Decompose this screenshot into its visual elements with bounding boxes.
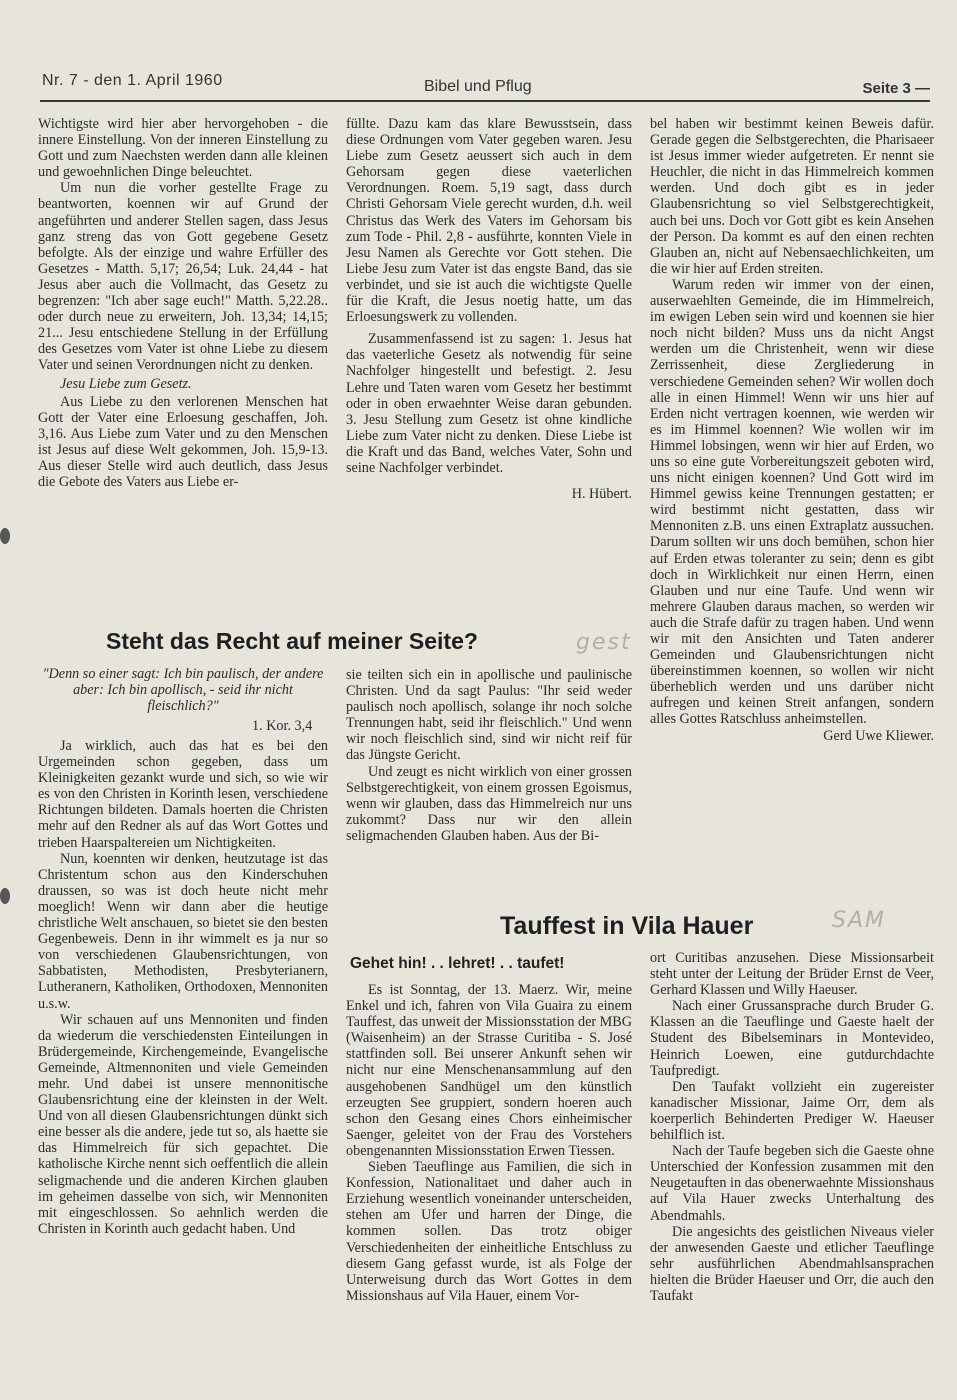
paragraph: Nach einer Grussansprache durch Bruder G. Klassen an die Taeuflinge und Gaeste haelt der Student des Bibelseminars in Montevideo, Heinrich Loewen, eine gutdurchdachte Taufpredigt. <box>650 998 934 1079</box>
article2-column-3 <box>650 116 934 744</box>
author-signature: H. Hübert. <box>571 486 632 503</box>
binding-hole <box>0 528 10 544</box>
binding-hole <box>0 888 10 904</box>
paragraph: Um nun die vorher gestellte Frage zu beantworten, koennen wir auf Grund der angeführten und anderer Stellen sagen, dass Jesus ganz streng das von Gott gegebene Gesetz befolgte. Als der einzige und wahre Erfüller des Gesetzes - Matth. 5,17; 26,54; Luk. 24,44 - hat Jesus aber auch die Vollmacht, das Gesetz zu begrenzen: "Ich aber sage euch!" Matth. 5,22.28.. oder durch neue zu erweitern, Joh. 13,34; 14,15; 21... Jesu entschiedene Stellung in der Erfüllung des Gesetzes vom Vater ist ohne Liebe zu diesem Vater und seinen Verordnungen nicht zu denken. <box>38 180 328 374</box>
article-subtitle: Gehet hin! . . lehret! . . taufet! <box>350 955 565 972</box>
page-header <box>40 66 930 100</box>
issue-date: Nr. 7 - den 1. April 1960 <box>42 72 223 89</box>
article3-column-3 <box>650 950 934 1304</box>
paragraph: Den Taufakt vollzieht ein zugereister kanadischer Missionar, Jaime Orr, dem als koerperlich Behinderten Prediger W. Haeuser behilflich ist. <box>650 1078 934 1144</box>
author-signature: Gerd Uwe Kliewer. <box>823 727 934 744</box>
paragraph: Zusammenfassend ist zu sagen: 1. Jesus hat das vaeterliche Gesetz als notwendig für seine Nachfolger hingestellt und befestigt. 2. Jesu Lehre und Taten waren vom Gesetz her bestimmt oder in oben erwaehnter Weise daran gebunden. 3. Jesu Stellung zum Gesetz ist ohne kindliche Liebe zum Vater nicht zu denken. Diese Liebe ist die Kraft und das Band, welches Vater, Sohn und seine Nachfolger verbindet. <box>346 331 632 476</box>
newspaper-title: Bibel und Pflug <box>424 78 532 95</box>
paragraph: Wir schauen auf uns Mennoniten und finden da wiederum die verschiedensten Einteilungen in Brüdergemeinde, Kirchengemeinde, Evangelische Gemeinde, Altmennoniten und viele Gemeinden mehr. Und dabei ist unsere mennonitische Glaubensrichtung eine der kleinsten in der Welt. Und von all diesen Glaubensrichtungen dünkt sich eine besser als die andere, jede tut so, als haette sie das Himmelreich für sich gepachtet. Die katholische Kirche nennt sich oeffentlich die allein seligmachende und die anderen Kirchen glauben im geheimen dasselbe von sich, wir Mennoniten mit eingeschlossen. So aehnlich werden die Christen in Korinth auch gedacht haben. Und <box>38 1011 328 1237</box>
paragraph: bel haben wir bestimmt keinen Beweis dafür. Gerade gegen die Selbstgerechten, die Pharisaeer ist Jesus immer wieder aufgetreten. Er nennt sie Heuchler, die nicht in das Himmelreich kommen werden. Und doch gibt es in jeder Glaubensrichtung so viel Selbstgerechtigkeit, auch bei uns. Doch vor Gott gibt es kein Ansehen der Person. Da kommt es auf den einen rechten Glauben an, nicht auf Nebensaechlichkeiten, um die wir hier auf Erden streiten. <box>650 116 934 277</box>
paragraph: Die angesichts des geistlichen Niveaus vieler der anwesenden Gaeste und etlicher Taeuflinge sehr ausführlichen Abendmahlsansprachen hielten die Brüder Haeuser und Orr, die auch den Taufakt <box>650 1223 934 1304</box>
header-rule <box>40 100 930 102</box>
article1-column-1 <box>38 116 328 490</box>
article3-column-2 <box>346 982 632 1304</box>
article-title: Steht das Recht auf meiner Seite? <box>106 628 478 654</box>
paragraph: Aus Liebe zu den verlorenen Menschen hat Gott der Vater eine Erloesung geschaffen, Joh. 3,16. Aus Liebe zum Vater und zu den Menschen ist Jesus auf diese Welt gekommen, Joh. 15,9-13. Aus dieser Stelle wird auch deutlich, dass Jesus die Gebote des Vaters aus Liebe er- <box>38 393 328 491</box>
article1-column-2 <box>346 116 632 502</box>
motto-reference: 1. Kor. 3,4 <box>252 718 313 734</box>
paragraph: füllte. Dazu kam das klare Bewusstsein, dass diese Ordnungen vom Vater gegeben waren. Jesu Liebe zum Gesetz aeussert sich auch in dem Gehorsam gegen diese vaeterlichen Verordnungen. Roem. 5,19 sagt, dass durch Christi Gehorsam Viele gerecht wurden, d.h. weil Christus das Werk des Vaters im Gehorsam bis zum Tode - Phil. 2,8 - ausführte, konnten Viele in Jesu Namen als Gerechte vor Gott stehen. Die Liebe Jesu zum Vater ist das engste Band, das sie verbindet, und sie ist auch die wichtigste Quelle für die Kraft, die Jesus noetig hatte, um das Erloesungswerk zu vollenden. <box>346 116 632 326</box>
paragraph: Nach der Taufe begeben sich die Gaeste ohne Unterschied der Konfession zusammen mit den Neugetauften in das obenerwaehnte Missionshaus auf Vila Hauer zwecks Unterhaltung des Abendmahls. <box>650 1143 934 1224</box>
article-title: Tauffest in Vila Hauer <box>500 912 754 940</box>
paragraph: Warum reden wir immer von der einen, auserwaehlten Gemeinde, die im Himmelreich, im ewigen Leben sein wird und koennen sie hier noch nicht bilden? Muss uns da nicht Angst werden um die Christenheit, wenn wir diese Zerrissenheit, diese Zergliederung in verschiedene Gemeinden sehen? Wir wollen doch alle in einen Himmel! Wenn wir uns hier auf Erden nicht vertragen koennen, wie werden wir es im Himmel koennen? Wie wollen wir im Himmel lobsingen, wenn wir hier auf Erden, wo uns so eine gute Vorbereitungszeit geboten wird, uns nicht einigen koennen? Und Gott wird im Himmel gewiss keine Trennungen gestatten; er wird bestimmt nicht gestatten, dass wir Mennoniten z.B. uns einen Extraplatz aussuchen. Darum sollten wir uns doch bemühen, schon hier auf Erden etwas toleranter zu sein; denn es gibt doch in Wirklichkeit nur einen Herrn, einen Glauben und nur eine Taufe. Und wenn wir mehrere Glauben daraus machen, so werden wir auch die Strafe dafür zu tragen haben. Und wenn wir mit den Ansichten und Taten anderer Gemeinden und Glaubensrichtungen nicht übereinstimmen koennen, so wollen wir nicht überheblich werden und uns darüber nicht aufregen und keinen Streit anfangen, sondern alles Gottes Ratschluss anheimstellen. <box>650 276 934 728</box>
paragraph: Es ist Sonntag, der 13. Maerz. Wir, meine Enkel und ich, fahren von Vila Guaira zu einem Tauffest, das unweit der Missionsstation der MBG (Waisenheim) an der Strasse Curitiba - S. José stattfinden soll. Bei unserer Ankunft sehen wir nicht nur eine Menschenansammlung auf den ausgehobenen Sandhügel um den künstlich erzeugten See gruppiert, sondern hoeren auch schon den Gesang eines Chors einheimischer Saenger, geleitet von der Frau des Vorstehers obengenannten Missionsstation Erwen Tiessen. <box>346 982 633 1159</box>
paragraph: Und zeugt es nicht wirklich von einer grossen Selbstgerechtigkeit, von einem grossen Egoismus, wenn wir glauben, dass das Himmelreich nur uns zukommt? Dass nur wir den allein seligmachenden Glauben haben. Aus der Bi- <box>346 763 632 844</box>
paragraph: Sieben Taeuflinge aus Familien, die sich in Konfession, Nationalitaet und daher auch in Erziehung wesentlich voneinander unterscheiden, stehen am Ufer und harren der Dinge, die kommen sollen. Das trotz obiger Verschiedenheiten der einheitliche Entschluss zu diesem Gang gefasst wurde, ist als Folge der Unterweisung durch das Wort Gottes in dem Missionshaus auf Vila Hauer, einem Vor- <box>346 1159 632 1304</box>
pencil-annotation: SAM <box>832 908 886 933</box>
motto-quote: "Denn so einer sagt: Ich bin paulisch, der andere aber: Ich bin apollisch, - seid ihr nicht fleischlich?" <box>42 666 324 715</box>
paragraph: sie teilten sich ein in apollische und paulinische Christen. Und da sagt Paulus: "Ihr seid weder paulisch noch apollisch, solange ihr noch solche Trennungen habt, seid ihr fleischlich." Und wenn wir noch fleischlich sind, sind wir nicht reif für das Jüngste Gericht. <box>346 667 632 764</box>
pencil-annotation: gest <box>576 630 632 655</box>
section-subheading: Jesu Liebe zum Gesetz. <box>60 375 192 392</box>
paragraph: Ja wirklich, auch das hat es bei den Urgemeinden schon gegeben, dass um Kleinigkeiten gezankt wurde und sich, so wie wir es von den Christen in Korinth lesen, verschiedene Richtungen bildeten. Damals hoerten die Christen mehr auf den Redner als auf das Wort Gottes und trieben Haarspaltereien um Nichtigkeiten. <box>38 738 328 851</box>
paragraph: Nun, koennten wir denken, heutzutage ist das Christentum schon aus den Kinderschuhen draussen, so was ist doch heute nicht mehr moeglich! Wenn wir dann aber die heutige christliche Welt anschauen, so bietet sie den besten Gegenbeweis. Denn in ihr wimmelt es ja nur so von verschiedenen Glaubensrichtungen, von Sabbatisten, Methodisten, Presbyterianern, Lutheranern, Katholiken, Orthodoxen, Mennoniten u.s.w. <box>38 850 328 1012</box>
paragraph: Wichtigste wird hier aber hervorgehoben - die innere Einstellung. Von der inneren Einstellung zu Gott und zum Naechsten werden dann alle kleinen und gewoehnlichen Dinge beleuchtet. <box>38 116 328 181</box>
article2-column-2 <box>346 667 632 844</box>
article2-column-1 <box>38 738 328 1237</box>
paragraph: ort Curitibas anzusehen. Diese Missionsarbeit steht unter der Leitung der Brüder Ernst de Veer, Gerhard Klassen und Willy Haeuser. <box>650 950 934 999</box>
page-number: Seite 3 — <box>862 80 930 97</box>
